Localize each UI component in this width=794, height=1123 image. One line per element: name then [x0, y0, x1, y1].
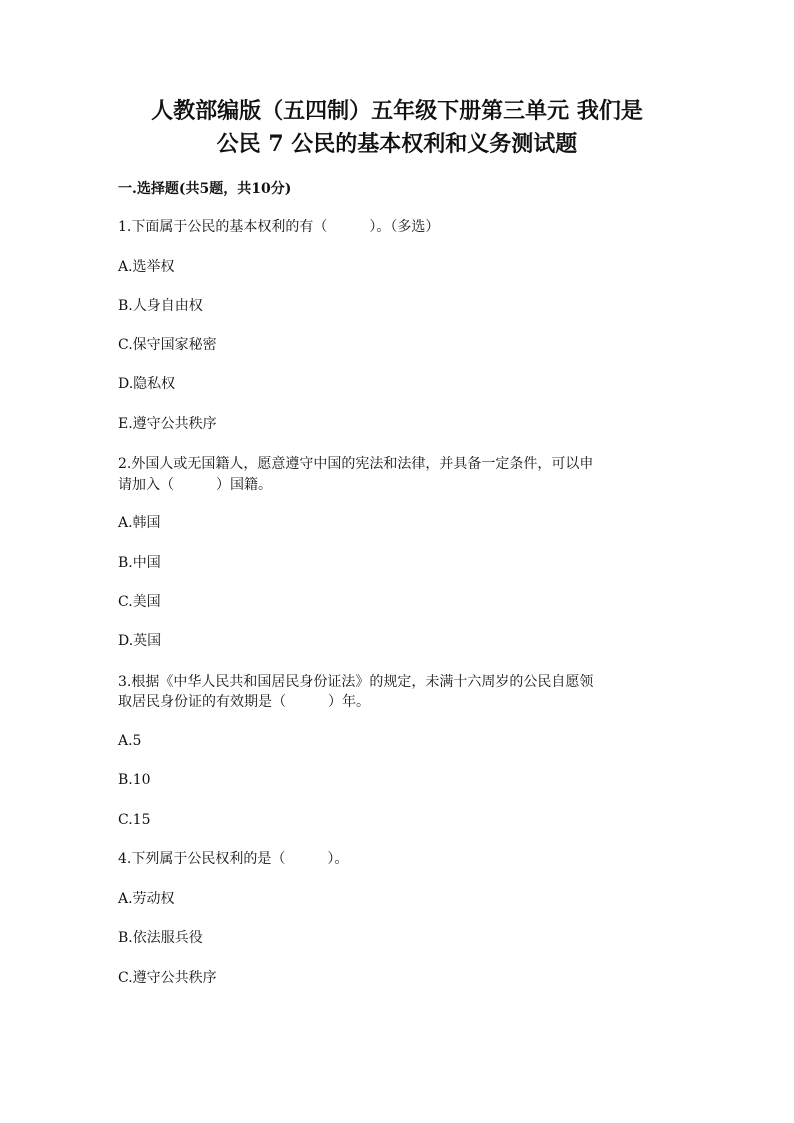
question-1-option-e: E.遵守公共秩序: [118, 416, 217, 432]
question-3-text-line-1: 3.根据《中华人民共和国居民身份证法》的规定，未满十六周岁的公民自愿领: [118, 674, 594, 690]
question-1-option-c: C.保守国家秘密: [118, 337, 217, 353]
question-2-option-b: B.中国: [118, 555, 161, 571]
question-3-option-c: C.15: [118, 812, 151, 828]
question-4-option-a: A.劳动权: [118, 891, 175, 907]
question-1-option-b: B.人身自由权: [118, 298, 203, 314]
document-title-line-2: 公民 7 公民的基本权利和义务测试题: [216, 131, 578, 157]
question-2-option-d: D.英国: [118, 633, 162, 649]
question-2-option-c: C.美国: [118, 594, 161, 610]
question-1-option-d: D.隐私权: [118, 376, 176, 392]
question-3-option-a: A.5: [118, 733, 142, 749]
question-2-text-line-2: 请加入（ ）国籍。: [118, 477, 272, 493]
question-3-option-b: B.10: [118, 772, 151, 788]
section-heading: 一.选择题(共5题，共10分): [118, 181, 292, 197]
question-2-text-line-1: 2.外国人或无国籍人，愿意遵守中国的宪法和法律，并具备一定条件，可以申: [118, 456, 594, 472]
question-4-option-b: B.依法服兵役: [118, 930, 203, 946]
question-1-text: 1.下面属于公民的基本权利的有（ ）。（多选）: [118, 219, 440, 235]
question-3-text-line-2: 取居民身份证的有效期是（ ）年。: [118, 694, 370, 710]
question-4-option-c: C.遵守公共秩序: [118, 970, 217, 986]
question-1-option-a: A.选举权: [118, 259, 175, 275]
document-title-line-1: 人教部编版（五四制）五年级下册第三单元 我们是: [151, 98, 643, 124]
question-4-text: 4.下列属于公民权利的是（ ）。: [118, 851, 349, 867]
question-2-option-a: A.韩国: [118, 515, 161, 531]
